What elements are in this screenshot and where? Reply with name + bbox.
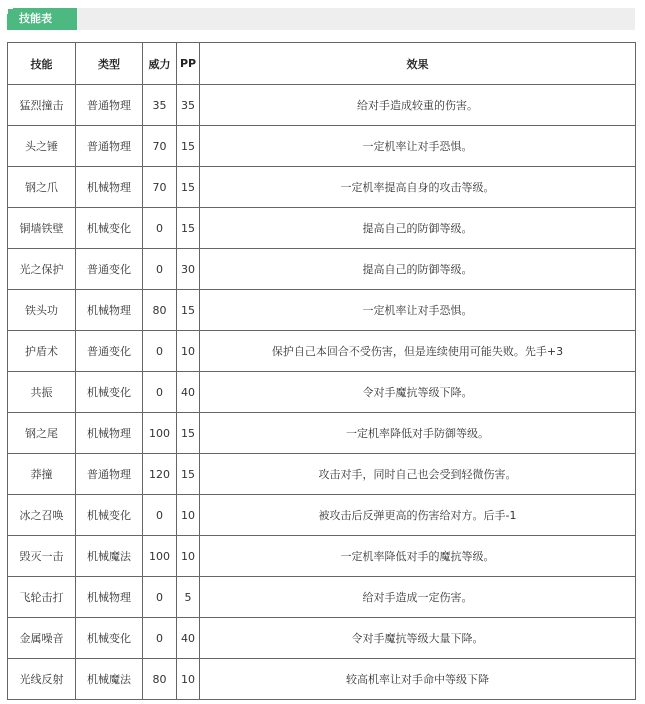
skill-name: 飞轮击打 [8, 577, 76, 618]
skill-type: 机械魔法 [76, 536, 143, 577]
table-row [8, 577, 636, 618]
skill-effect: 提高自己的防御等级。 [200, 208, 636, 249]
skill-name: 光线反射 [8, 659, 76, 700]
skill-power: 80 [143, 659, 177, 700]
skill-power: 0 [143, 372, 177, 413]
table-row [8, 618, 636, 659]
skill-power: 0 [143, 618, 177, 659]
table-row [8, 85, 636, 126]
skill-type: 机械物理 [76, 167, 143, 208]
skill-pp: 15 [177, 413, 200, 454]
skill-type: 普通物理 [76, 126, 143, 167]
section-header-bar [7, 8, 635, 30]
table-header-row [8, 43, 636, 85]
skill-name: 猛烈撞击 [8, 85, 76, 126]
skill-power: 120 [143, 454, 177, 495]
skill-type: 普通变化 [76, 249, 143, 290]
skill-pp: 35 [177, 85, 200, 126]
table-row [8, 495, 636, 536]
skill-name: 共振 [8, 372, 76, 413]
skill-effect: 令对手魔抗等级大量下降。 [200, 618, 636, 659]
skill-power: 100 [143, 536, 177, 577]
skill-type: 普通变化 [76, 331, 143, 372]
skill-pp: 15 [177, 126, 200, 167]
skill-name: 铁头功 [8, 290, 76, 331]
skill-name: 钢之爪 [8, 167, 76, 208]
skill-effect: 一定机率让对手恐惧。 [200, 290, 636, 331]
skill-effect: 提高自己的防御等级。 [200, 249, 636, 290]
table-row [8, 208, 636, 249]
skill-power: 70 [143, 167, 177, 208]
skill-pp: 10 [177, 536, 200, 577]
skill-effect: 一定机率降低对手的魔抗等级。 [200, 536, 636, 577]
skill-power: 0 [143, 577, 177, 618]
tab-corner-decoration [7, 8, 13, 14]
skill-pp: 15 [177, 290, 200, 331]
skill-pp: 5 [177, 577, 200, 618]
header-effect: 效果 [200, 43, 636, 85]
skill-type: 普通物理 [76, 454, 143, 495]
section-title-tab [7, 8, 77, 30]
skill-effect: 给对手造成较重的伤害。 [200, 85, 636, 126]
skill-type: 普通物理 [76, 85, 143, 126]
skill-effect: 令对手魔抗等级下降。 [200, 372, 636, 413]
skill-pp: 40 [177, 372, 200, 413]
skill-pp: 10 [177, 495, 200, 536]
table-row [8, 659, 636, 700]
skill-effect: 给对手造成一定伤害。 [200, 577, 636, 618]
skill-name: 冰之召唤 [8, 495, 76, 536]
skill-power: 0 [143, 249, 177, 290]
skill-type: 机械变化 [76, 208, 143, 249]
section-title: 技能表 [19, 12, 52, 25]
skill-effect: 一定机率提高自身的攻击等级。 [200, 167, 636, 208]
header-name: 技能 [8, 43, 76, 85]
skill-name: 护盾术 [8, 331, 76, 372]
skill-name: 钢之尾 [8, 413, 76, 454]
table-row [8, 413, 636, 454]
skill-pp: 10 [177, 331, 200, 372]
skill-type: 机械变化 [76, 618, 143, 659]
skill-effect: 一定机率让对手恐惧。 [200, 126, 636, 167]
skill-power: 35 [143, 85, 177, 126]
header-pp: PP [177, 43, 200, 85]
header-type: 类型 [76, 43, 143, 85]
skill-name: 莽撞 [8, 454, 76, 495]
skill-type: 机械变化 [76, 372, 143, 413]
table-row [8, 331, 636, 372]
header-power: 威力 [143, 43, 177, 85]
skill-power: 100 [143, 413, 177, 454]
table-row [8, 454, 636, 495]
skill-type: 机械物理 [76, 290, 143, 331]
skill-name: 铜墙铁壁 [8, 208, 76, 249]
skill-pp: 15 [177, 454, 200, 495]
skill-name: 光之保护 [8, 249, 76, 290]
skill-pp: 10 [177, 659, 200, 700]
skill-type: 机械变化 [76, 495, 143, 536]
skill-name: 金属噪音 [8, 618, 76, 659]
skill-pp: 40 [177, 618, 200, 659]
table-row [8, 167, 636, 208]
table-row [8, 126, 636, 167]
table-row [8, 249, 636, 290]
table-row [8, 536, 636, 577]
skill-effect: 较高机率让对手命中等级下降 [200, 659, 636, 700]
skill-name: 毁灭一击 [8, 536, 76, 577]
skills-table [7, 42, 636, 700]
skill-effect: 被攻击后反弹更高的伤害给对方。后手-1 [200, 495, 636, 536]
table-row [8, 290, 636, 331]
skill-effect: 一定机率降低对手防御等级。 [200, 413, 636, 454]
skill-power: 0 [143, 495, 177, 536]
skill-power: 0 [143, 331, 177, 372]
skill-pp: 15 [177, 167, 200, 208]
skill-type: 机械物理 [76, 413, 143, 454]
skill-type: 机械物理 [76, 577, 143, 618]
skill-pp: 30 [177, 249, 200, 290]
table-row [8, 372, 636, 413]
skill-power: 70 [143, 126, 177, 167]
skill-power: 80 [143, 290, 177, 331]
skill-effect: 攻击对手，同时自己也会受到轻微伤害。 [200, 454, 636, 495]
skill-type: 机械魔法 [76, 659, 143, 700]
skill-name: 头之锤 [8, 126, 76, 167]
skill-effect: 保护自己本回合不受伤害，但是连续使用可能失败。先手+3 [200, 331, 636, 372]
skill-power: 0 [143, 208, 177, 249]
skill-pp: 15 [177, 208, 200, 249]
